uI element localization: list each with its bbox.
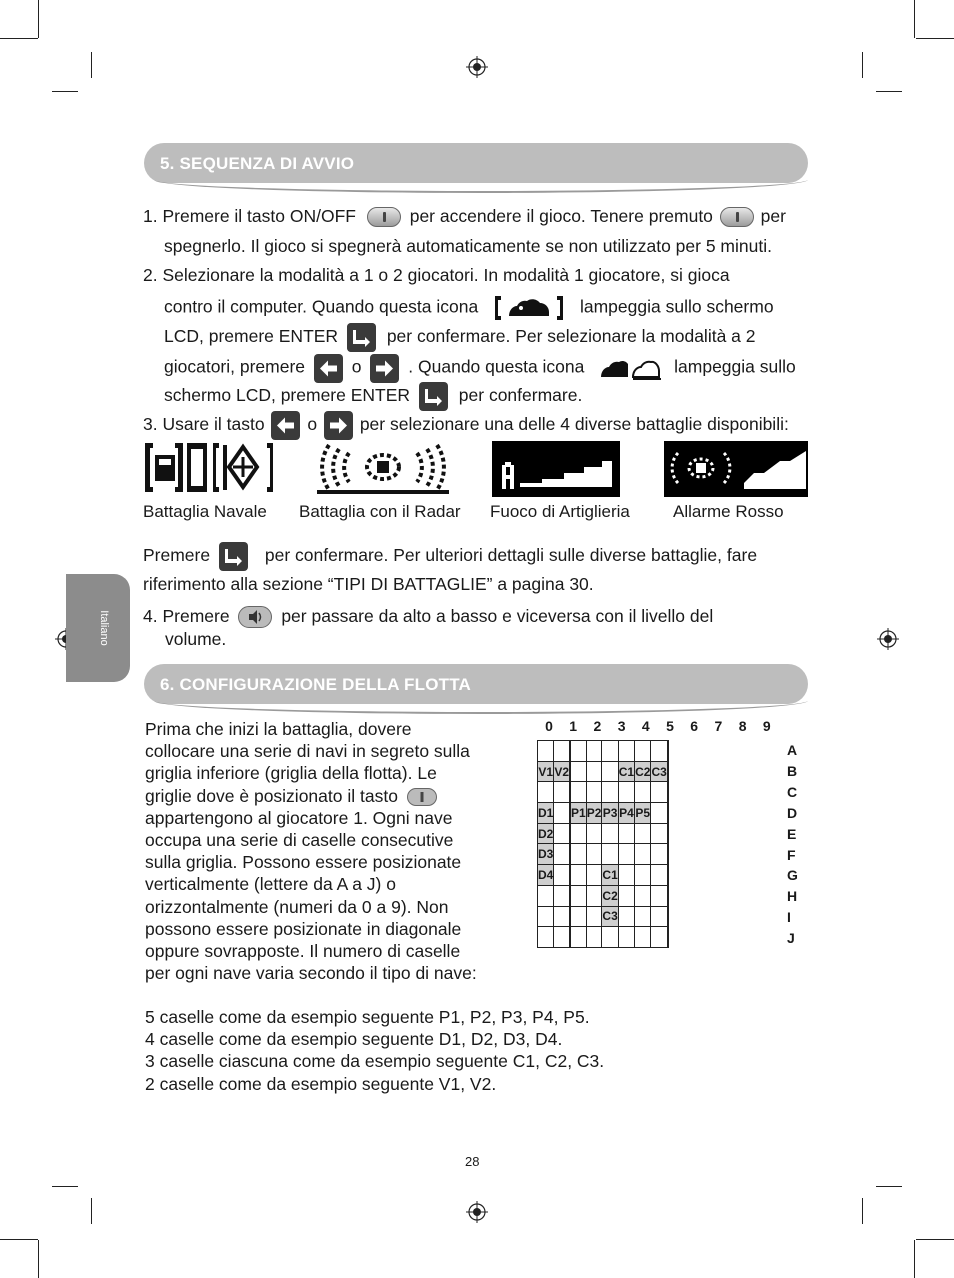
- step-2-line-1: 2. Selezionare la modalità a 1 o 2 giocatori. In modalità 1 giocatore, si gioca: [143, 265, 730, 285]
- crop-mark: [91, 52, 92, 78]
- section-6-title: 6. CONFIGURAZIONE DELLA FLOTTA: [160, 675, 472, 694]
- grid-cell-ship: P5: [635, 803, 651, 824]
- left-arrow-key-icon: [314, 354, 343, 383]
- grid-cell-ship: C2: [602, 885, 618, 906]
- grid-cell-ship: C3: [602, 906, 618, 927]
- grid-cell: [586, 761, 602, 782]
- grid-cell: [586, 865, 602, 886]
- grid-cell: [618, 741, 634, 762]
- grid-row-label: F: [787, 846, 796, 863]
- grid-column-label: 2: [593, 718, 602, 734]
- grid-cell: [554, 906, 570, 927]
- grid-cell: [667, 885, 668, 906]
- on-off-key-icon: [367, 207, 401, 227]
- grid-cell: [667, 761, 668, 782]
- crop-mark: [862, 52, 863, 78]
- fleet-description: Prima che inizi la battaglia, dovere collocare una serie di navi in segreto sulla griglia inferiore (griglia della flotta). Le griglie dove è posizionato il tasto appartengono al giocatore 1. Ogni nave occupa una serie di caselle consecutive sulla griglia. Possono essere posizionate verticalmente (lettere da A a J) o orizzontalmente (numeri da 0 a 9). Non possono essere posizionate in diagonale oppure sovrapposte. Il numero di caselle per ogni nave varia secondo il tipo di nave:: [145, 719, 477, 984]
- grid-row-label: A: [787, 742, 798, 758]
- grid-cell: [571, 885, 587, 906]
- enter-key-icon: [347, 323, 376, 352]
- crop-mark: [91, 1198, 92, 1224]
- crop-mark: [0, 1239, 38, 1240]
- grid-cell: [651, 782, 667, 803]
- grid-cell: [571, 906, 587, 927]
- step-3-line: 3. Usare il tasto o per selezionare una delle 4 diverse battaglie disponibili:: [143, 411, 789, 440]
- crop-mark: [914, 0, 915, 38]
- grid-cell: [571, 927, 587, 948]
- grid-cell: [618, 782, 634, 803]
- grid-row: [538, 865, 669, 886]
- one-player-icon: [493, 294, 565, 322]
- grid-cell: [602, 782, 618, 803]
- grid-row: [538, 906, 669, 927]
- battle-label-naval: Battaglia Navale: [143, 502, 267, 521]
- grid-cell: [667, 803, 668, 824]
- grid-cell: [538, 741, 554, 762]
- grid-row-label: E: [787, 825, 797, 842]
- page-number: 28: [465, 1154, 480, 1169]
- grid-cell: [538, 906, 554, 927]
- grid-cell-ship: P2: [586, 803, 602, 824]
- crop-mark: [38, 0, 39, 38]
- grid-cell: [635, 823, 651, 844]
- enter-key-icon: [419, 382, 448, 411]
- grid-cell: [538, 927, 554, 948]
- grid-cell: [602, 844, 618, 865]
- step-2-line-3: LCD, premere ENTER per confermare. Per selezionare la modalità a 2: [164, 323, 756, 352]
- right-arrow-key-icon: [370, 354, 399, 383]
- on-off-key-icon: [407, 788, 437, 806]
- grid-cell: [667, 823, 668, 844]
- grid-cell-ship: C3: [651, 761, 667, 782]
- grid-cell-ship: D3: [538, 844, 554, 865]
- step-4-line-1: 4. Premere per passare da alto a basso e viceversa con il livello del: [143, 605, 713, 628]
- grid-cell: [538, 782, 554, 803]
- grid-cell: [618, 927, 634, 948]
- grid-cell-ship: C2: [635, 761, 651, 782]
- grid-cell-ship: C1: [602, 865, 618, 886]
- right-arrow-key-icon: [324, 411, 353, 440]
- grid-cell: [602, 741, 618, 762]
- fleet-grid-table: [537, 740, 669, 948]
- crop-mark: [916, 1239, 954, 1240]
- grid-row-label: G: [787, 867, 798, 884]
- grid-column-label: 5: [666, 718, 674, 734]
- language-side-tab: [66, 574, 130, 682]
- grid-cell: [586, 823, 602, 844]
- grid-cell: [635, 782, 651, 803]
- grid-cell-ship: P3: [602, 803, 618, 824]
- grid-cell: [586, 927, 602, 948]
- grid-cell-ship: P1: [571, 803, 587, 824]
- naval-battle-icon: [143, 441, 275, 494]
- two-player-icon: [599, 353, 663, 383]
- grid-row-label: J: [787, 930, 795, 947]
- grid-cell: [667, 844, 668, 865]
- registration-mark-icon: [466, 1201, 488, 1223]
- grid-cell: [586, 844, 602, 865]
- grid-column-label: 0: [545, 718, 553, 734]
- grid-cell: [602, 761, 618, 782]
- grid-row-label: C: [787, 783, 798, 800]
- grid-row-label: B: [787, 762, 798, 779]
- grid-cell: [618, 906, 634, 927]
- grid-cell: [586, 741, 602, 762]
- grid-cell: [571, 741, 587, 762]
- grid-cell-ship: P4: [618, 803, 634, 824]
- artillery-battle-icon: [492, 441, 620, 497]
- on-off-key-icon: [720, 207, 754, 227]
- grid-cell: [571, 761, 587, 782]
- grid-cell: [635, 885, 651, 906]
- confirm-paragraph-line-1: Premere per confermare. Per ulteriori dettagli sulle diverse battaglie, fare: [143, 542, 757, 571]
- grid-cell: [635, 906, 651, 927]
- confirm-paragraph-line-2: riferimento alla sezione “TIPI DI BATTAGLIE” a pagina 30.: [143, 574, 594, 594]
- registration-mark-icon: [877, 628, 899, 650]
- grid-row-label: H: [787, 888, 798, 905]
- grid-row: [538, 885, 669, 906]
- grid-cell: [651, 927, 667, 948]
- grid-cell-ship: D4: [538, 865, 554, 886]
- grid-column-label: 8: [738, 718, 747, 734]
- red-alert-battle-icon: [664, 441, 808, 497]
- grid-cell: [571, 844, 587, 865]
- grid-cell: [618, 844, 634, 865]
- enter-key-icon: [219, 542, 248, 571]
- radar-battle-icon: [317, 441, 449, 494]
- crop-mark: [876, 91, 902, 92]
- grid-cell: [571, 865, 587, 886]
- grid-cell: [571, 823, 587, 844]
- crop-mark: [38, 1240, 39, 1278]
- ship-list: [145, 1006, 604, 1095]
- grid-column-label: 1: [569, 718, 578, 734]
- grid-cell: [651, 823, 667, 844]
- grid-row: [538, 927, 669, 948]
- grid-row: [538, 844, 669, 865]
- section-5-header: [144, 143, 808, 183]
- grid-cell: [651, 906, 667, 927]
- step-2-line-5: schermo LCD, premere ENTER per confermare.: [164, 382, 582, 411]
- step-1-line-1: 1. Premere il tasto ON/OFF per accendere il gioco. Tenere premuto per: [143, 206, 786, 226]
- grid-row-label: D: [787, 804, 798, 821]
- grid-cell-ship: V2: [554, 761, 570, 782]
- grid-cell: [538, 885, 554, 906]
- grid-cell: [651, 865, 667, 886]
- grid-cell-ship: V1: [538, 761, 554, 782]
- volume-key-icon: [238, 606, 272, 628]
- grid-cell: [554, 782, 570, 803]
- grid-cell: [554, 823, 570, 844]
- battle-label-artillery: Fuoco di Artiglieria: [490, 502, 630, 521]
- grid-cell-ship: D1: [538, 803, 554, 824]
- left-arrow-key-icon: [271, 411, 300, 440]
- grid-cell: [586, 782, 602, 803]
- grid-cell: [618, 885, 634, 906]
- crop-mark: [52, 1186, 78, 1187]
- grid-row-label: I: [787, 909, 791, 926]
- grid-cell: [554, 885, 570, 906]
- ship-list-item: 5 caselle come da esempio seguente P1, P2, P3, P4, P5.: [145, 1007, 590, 1027]
- grid-column-label: 7: [714, 718, 723, 734]
- grid-cell: [554, 927, 570, 948]
- grid-cell: [586, 885, 602, 906]
- step-4-line-2: volume.: [165, 629, 227, 649]
- ship-list-item: 2 caselle come da esempio seguente V1, V2.: [145, 1073, 497, 1094]
- step-2-line-2: contro il computer. Quando questa icona lampeggia sullo schermo: [164, 294, 774, 322]
- grid-cell: [667, 741, 668, 762]
- grid-cell: [667, 906, 668, 927]
- grid-cell: [651, 844, 667, 865]
- section-6-header: [144, 664, 808, 704]
- grid-cell: [635, 927, 651, 948]
- grid-cell: [602, 823, 618, 844]
- grid-cell: [554, 803, 570, 824]
- grid-cell: [554, 844, 570, 865]
- grid-cell: [651, 885, 667, 906]
- side-tab-label: Italiano: [98, 610, 110, 646]
- grid-cell: [667, 865, 668, 886]
- battle-label-red-alert: Allarme Rosso: [673, 502, 784, 521]
- grid-cell: [602, 927, 618, 948]
- grid-cell: [635, 844, 651, 865]
- grid-cell: [571, 782, 587, 803]
- grid-cell: [554, 865, 570, 886]
- grid-cell: [618, 865, 634, 886]
- grid-cell: [651, 741, 667, 762]
- grid-row: [538, 823, 669, 844]
- ship-list-item: 3 caselle ciascuna come da esempio seguente C1, C2, C3.: [145, 1051, 605, 1072]
- grid-row: [538, 741, 669, 762]
- grid-cell-ship: C1: [618, 761, 634, 782]
- step-2-line-4: giocatori, premere o . Quando questa icona lampeggia sullo: [164, 353, 796, 383]
- grid-row: [538, 803, 669, 824]
- crop-mark: [862, 1198, 863, 1224]
- crop-mark: [916, 38, 954, 39]
- grid-row: [538, 761, 669, 782]
- section-5-title: 5. SEQUENZA DI AVVIO: [160, 154, 355, 173]
- grid-column-label: 6: [690, 718, 699, 734]
- battle-label-radar: Battaglia con il Radar: [299, 502, 461, 521]
- grid-cell: [651, 803, 667, 824]
- grid-cell: [667, 927, 668, 948]
- grid-cell: [618, 823, 634, 844]
- grid-cell: [667, 782, 668, 803]
- crop-mark: [914, 1240, 915, 1278]
- grid-column-label: 9: [762, 718, 771, 734]
- grid-column-label: 3: [617, 718, 626, 734]
- ship-list-item: 4 caselle come da esempio seguente D1, D2, D3, D4.: [145, 1029, 563, 1050]
- step-1-line-2: spegnerlo. Il gioco si spegnerà automaticamente se non utilizzato per 5 minuti.: [164, 236, 772, 256]
- grid-column-label: 4: [641, 718, 650, 734]
- grid-cell-ship: D2: [538, 823, 554, 844]
- grid-cell: [586, 906, 602, 927]
- crop-mark: [876, 1186, 902, 1187]
- crop-mark: [0, 38, 38, 39]
- crop-mark: [52, 91, 78, 92]
- grid-cell: [554, 741, 570, 762]
- grid-cell: [635, 741, 651, 762]
- grid-cell: [635, 865, 651, 886]
- registration-mark-icon: [466, 56, 488, 78]
- grid-row: [538, 782, 669, 803]
